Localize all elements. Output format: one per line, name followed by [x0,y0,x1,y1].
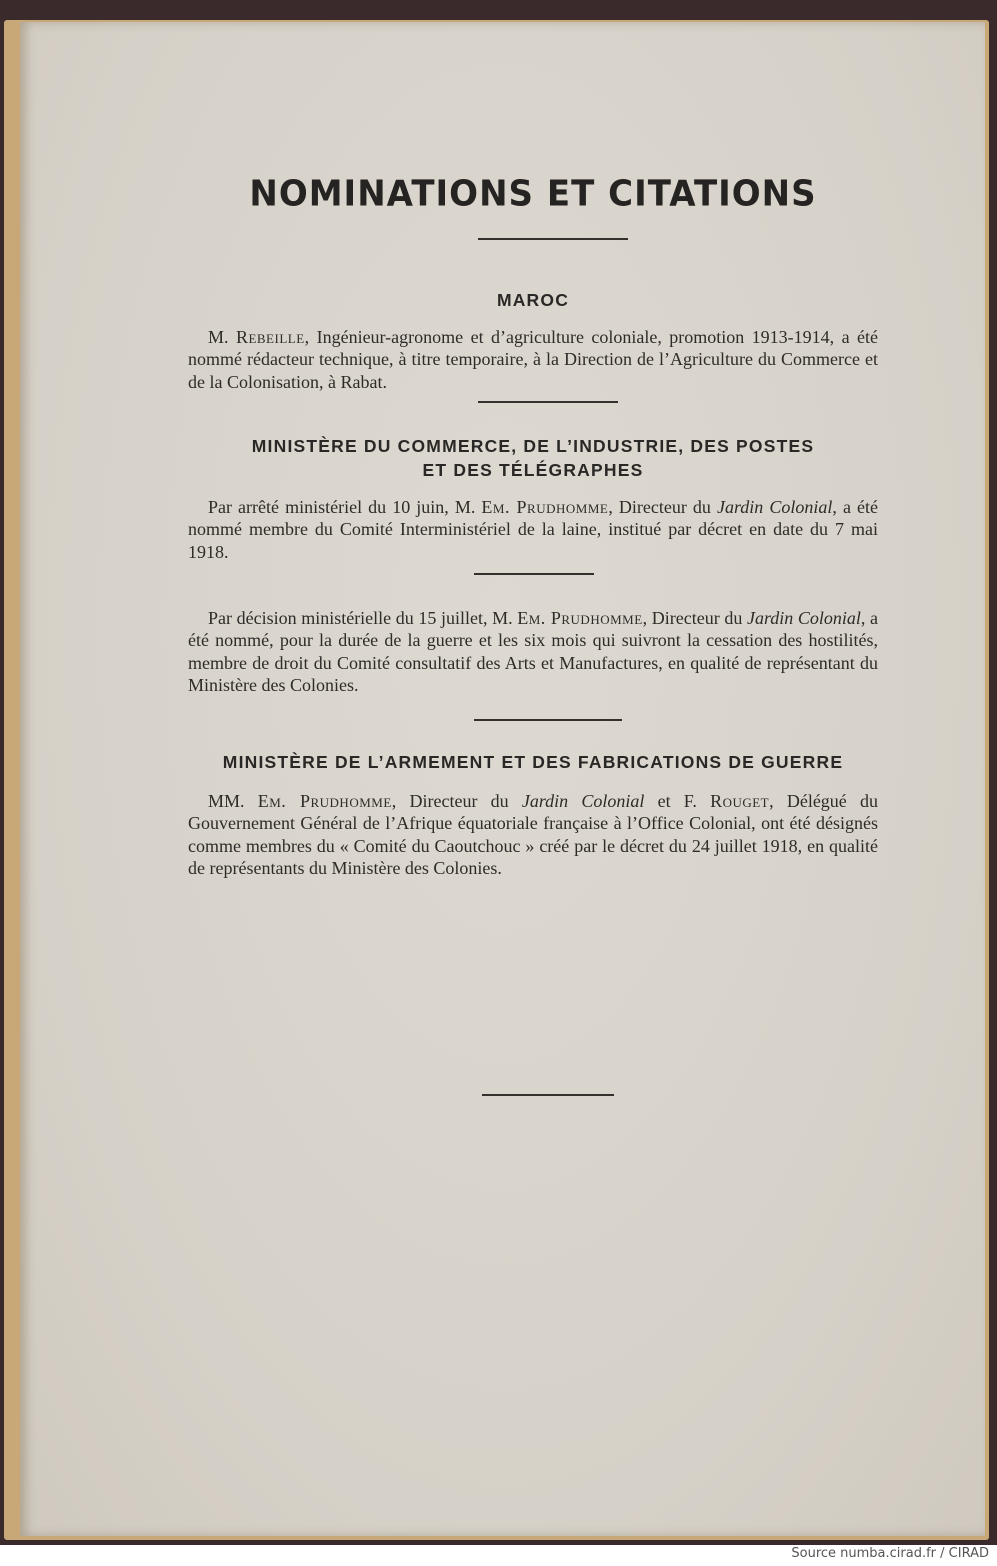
text-run: , Directeur du [608,497,717,517]
section-maroc-paragraph [188,326,878,393]
person-name: Em. Prudhomme [481,497,609,517]
text-run: , a été nommé membre du Comité Interministériel de la laine, institué par décret en date du 7 mai 1918. [188,497,878,562]
document-page [20,22,985,1536]
section-divider [474,573,594,575]
text-run: Par décision ministérielle du 15 juillet, M. [208,608,518,628]
section-divider [474,719,622,721]
end-divider [482,1094,614,1096]
text-run: , Directeur du [391,791,522,811]
text-run: , Directeur du [642,608,747,628]
institution-name: Jardin Colonial [521,791,645,811]
person-name: Rouget [710,791,770,811]
text-run: , a été nommé, pour la durée de la guerre et les six mois qui suivront la cessation des hostilités, membre de droit du Comité consultatif des Arts et Manufactures, en qualité de représentant du Ministère des Colonies. [188,608,879,695]
heading-line: MINISTÈRE DU COMMERCE, DE L’INDUSTRIE, DES POSTES [251,436,815,456]
text-run: Par arrêté ministériel du 10 juin, M. [208,497,482,517]
section-heading-maroc: MAROC [496,290,570,310]
text-run: , Ingénieur-agronome et d’agriculture coloniale, promotion 1913-1914, a été nommé rédacteur technique, à titre temporaire, à la Direction de l’Agriculture du Commerce et de la Colonisation, à Rabat. [188,327,878,392]
institution-name: Jardin Colonial [746,608,861,628]
source-credit: Source numba.cirad.fr / CIRAD [791,1546,989,1561]
section-armement-paragraph [188,790,878,879]
page-title: NOMINATIONS ET CITATIONS [249,173,817,215]
section-divider [478,401,618,403]
section-commerce-paragraph-2 [188,607,878,696]
section-heading-commerce [188,434,878,482]
text-run: MM. [208,791,258,811]
text-run: M. [208,327,236,347]
person-name: Rebeille [235,327,305,347]
title-divider [478,238,628,240]
text-run: , Délégué du Gouvernement Général de l’Afrique équatoriale française à l’Office Colonial, ont été désignés comme membres du « Comité du Caoutchouc » créé par le décret du 24 juillet 1918, en qualité de représentants du Ministère des Colonies. [188,791,878,878]
section-heading-armement: MINISTÈRE DE L’ARMEMENT ET DES FABRICATIONS DE GUERRE [222,752,844,772]
person-name: Em. Prudhomme [517,608,643,628]
section-commerce-paragraph-1 [188,496,878,563]
institution-name: Jardin Colonial [716,497,833,517]
person-name: Em. Prudhomme [257,791,392,811]
heading-line: ET DES TÉLÉGRAPHES [422,460,644,480]
text-run: et F. [644,791,711,811]
